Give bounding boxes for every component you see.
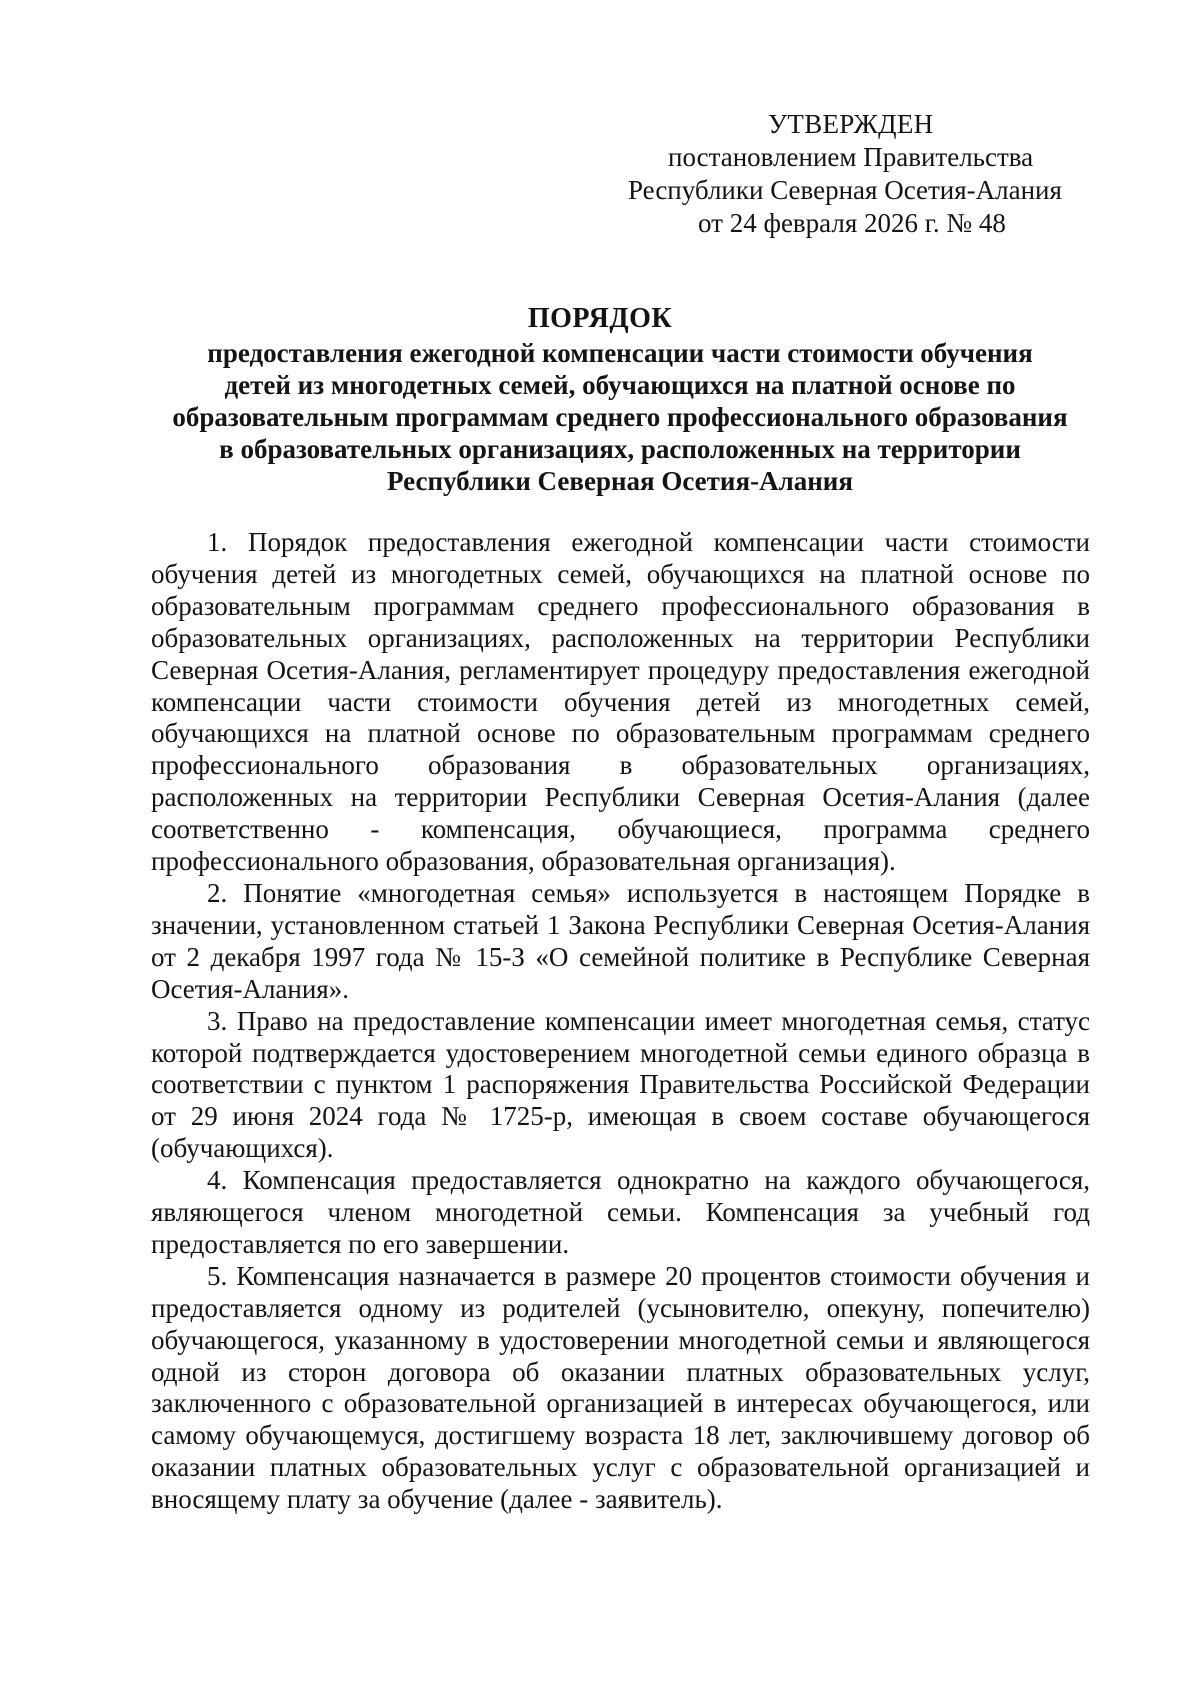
approval-stamp: [628, 108, 1098, 240]
paragraph-4: 4. Компенсация предоставляется однократно на каждого обучающегося, являющегося членом многодетной семьи. Компенсация за учебный год предоставляется по его завершении.: [151, 1165, 1090, 1259]
document-subtitle: [150, 337, 1090, 497]
subtitle-line: детей из многодетных семей, обучающихся на платной основе по: [224, 370, 1016, 400]
approval-government-line: Республики Северная Осетия-Алания: [628, 175, 1062, 205]
subtitle-line: предоставления ежегодной компенсации части стоимости обучения: [207, 338, 1033, 368]
document-title: ПОРЯДОК: [527, 303, 673, 334]
subtitle-line: Республики Северная Осетия-Алания: [387, 466, 853, 496]
approval-date-number: от 24 февраля 2026 г. № 48: [698, 208, 1006, 238]
paragraph-1: 1. Порядок предоставления ежегодной компенсации части стоимости обучения детей из многодетных семей, обучающихся на платной основе по образовательным программам среднего профессионального образования в образовательных организациях, расположенных на территории Республики Северная Осетия-Алания, регламентирует процедуру предоставления ежегодной компенсации части стоимости обучения детей из многодетных семей, обучающихся на платной основе по образовательным программам среднего профессионального образования в образовательных организациях, расположенных на территории Республики Северная Осетия-Алания (далее соответственно - компенсация, обучающиеся, программа среднего профессионального образования, образовательная организация).: [151, 527, 1090, 877]
subtitle-line: образовательным программам среднего профессионального образования: [172, 402, 1068, 432]
paragraph-3: 3. Право на предоставление компенсации имеет многодетная семья, статус которой подтверждается удостоверением многодетной семьи единого образца в соответствии с пунктом 1 распоряжения Правительства Российской Федерации от 29 июня 2024 года № 1725-р, имеющая в своем составе обучающегося (обучающихся).: [151, 1005, 1090, 1164]
paragraph-2: 2. Понятие «многодетная семья» используется в настоящем Порядке в значении, установленном статьей 1 Закона Республики Северная Осетия-Алания от 2 декабря 1997 года № 15-З «О семейной политике в Республике Северная Осетия-Алания».: [151, 877, 1090, 1004]
subtitle-line: в образовательных организациях, расположенных на территории: [219, 434, 1021, 464]
approval-resolution-line: постановлением Правительства: [668, 142, 1034, 172]
document-body: [151, 527, 1090, 1516]
paragraph-5: 5. Компенсация назначается в размере 20 процентов стоимости обучения и предоставляется одному из родителей (усыновителю, опекуну, попечителю) обучающегося, указанному в удостоверении многодетной семьи и являющегося одной из сторон договора об оказании платных образовательных услуг, заключенного с образовательной организацией в интересах обучающегося, или самому обучающемуся, достигшему возраста 18 лет, заключившему договор об оказании платных образовательных услуг с образовательной организацией и вносящему плату за обучение (далее - заявитель).: [151, 1260, 1090, 1515]
approval-heading: УТВЕРЖДЕН: [768, 109, 934, 139]
